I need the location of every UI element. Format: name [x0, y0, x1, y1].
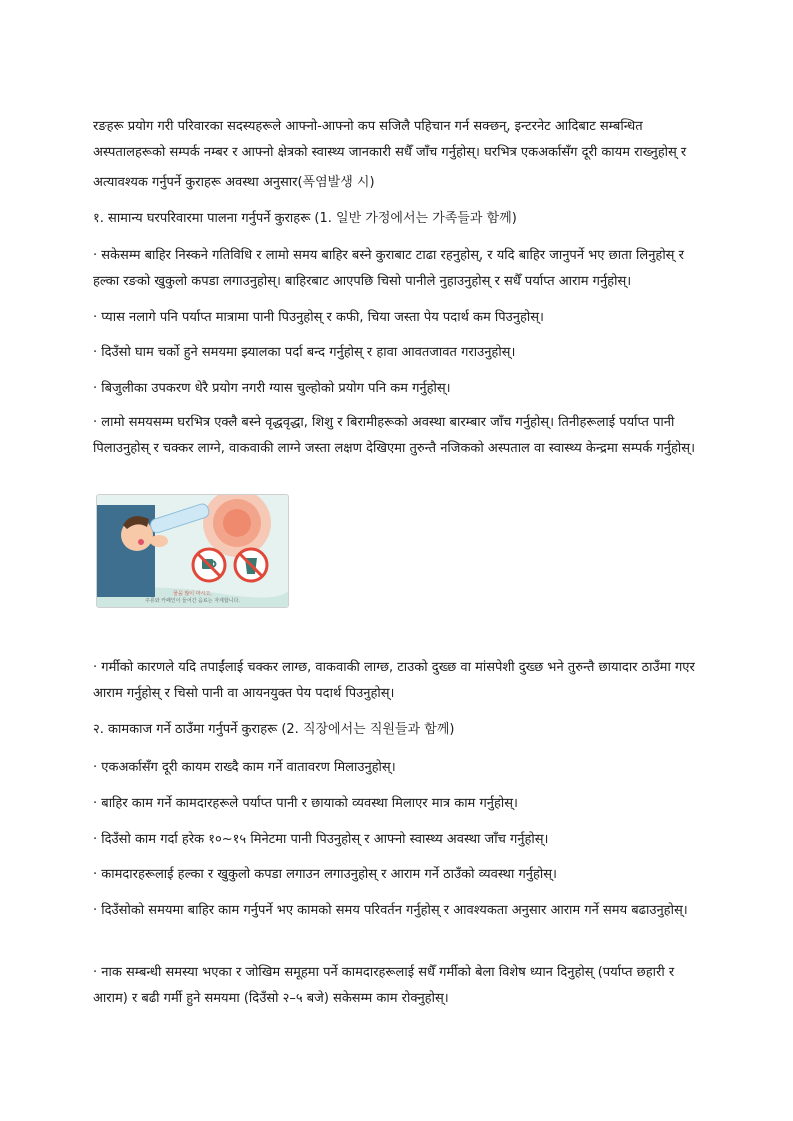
section-2-item-1: · एकअर्कासँग दूरी कायम राख्दै काम गर्ने वातावरण मिलाउनुहोस्।	[93, 760, 396, 775]
section-1-heading: १. सामान्य घरपरिवारमा पालना गर्नुपर्ने कुराहरू (1. 일반 가정에서는 가족들과 함께)	[93, 211, 517, 226]
section-1-item-2: · प्यास नलागे पनि पर्याप्त मात्रामा पानी पिउनुहोस् र कफी, चिया जस्ता पेय पदार्थ कम पिउनुहोस्।	[93, 310, 544, 325]
section-2-item-6: · नाक सम्बन्धी समस्या भएका र जोखिम समूहमा पर्ने कामदारहरूलाई सधैँ गर्मीको बेला विशेष ध्यान दिनुहोस् (पर्याप्त छहारी र आराम) र बढी गर्मी हुने समयमा (दिउँसो २–५ बजे) सकेसम्म काम रोक्नुहोस्।	[93, 965, 675, 1006]
intro-paragraph: रङहरू प्रयोग गरी परिवारका सदस्यहरूले आफ्नो-आफ्नो कप सजिलै पहिचान गर्न सक्छन्, इन्टरनेट आदिबाट सम्बन्धित अस्पतालहरूको सम्पर्क नम्बर र आफ्नो क्षेत्रको स्वास्थ्य जानकारी सधैँ जाँच गर्नुहोस्। घरभित्र एकअर्कासँग दूरी कायम राख्नुहोस् र	[93, 119, 687, 160]
section-1-item-3: · दिउँसो घाम चर्को हुने समयमा झ्यालका पर्दा बन्द गर्नुहोस् र हावा आवतजावत गराउनुहोस्।	[93, 345, 516, 360]
section-1-item-6: · गर्मीको कारणले यदि तपाईंलाई चक्कर लाग्छ, वाकवाकी लाग्छ, टाउको दुख्छ वा मांसपेशी दुख्छ भने तुरुन्तै छायादार ठाउँमा गएर आराम गर्नुहोस् र चिसो पानी वा आयनयुक्त पेय पदार्थ पिउनुहोस्।	[93, 660, 695, 701]
section-2-heading: २. कामकाज गर्ने ठाउँमा गर्नुपर्ने कुराहरू (2. 직장에서는 직원들과 함께)	[93, 722, 455, 737]
situation-subheading: अत्यावश्यक गर्नुपर्ने कुराहरू अवस्था अनुसार(폭염발생 시)	[93, 175, 375, 190]
section-2-item-3: · दिउँसो काम गर्दा हरेक १०~१५ मिनेटमा पानी पिउनुहोस् र आफ्नो स्वास्थ्य अवस्था जाँच गर्नुहोस्।	[93, 832, 549, 847]
section-2-item-5: · दिउँसोको समयमा बाहिर काम गर्नुपर्ने भए कामको समय परिवर्तन गर्नुहोस् र आवश्यकता अनुसार आराम गर्ने समय बढाउनुहोस्।	[93, 903, 688, 918]
drinking-water-illustration	[96, 494, 289, 608]
section-2-item-2: · बाहिर काम गर्ने कामदारहरूले पर्याप्त पानी र छायाको व्यवस्था मिलाएर मात्र काम गर्नुहोस्।	[93, 796, 518, 811]
section-2-item-4: · कामदारहरूलाई हल्का र खुकुलो कपडा लगाउन लगाउनुहोस् र आराम गर्ने ठाउँको व्यवस्था गर्नुहोस्।	[93, 867, 557, 882]
section-1-item-1: · सकेसम्म बाहिर निस्कने गतिविधि र लामो समय बाहिर बस्ने कुराबाट टाढा रहनुहोस्, र यदि बाहिर जानुपर्ने भए छाता लिनुहोस् र हल्का रङको खुकुलो कपडा लगाउनुहोस्। बाहिरबाट आएपछि चिसो पानीले नुहाउनुहोस् र सधैँ पर्याप्त आराम गर्नुहोस्।	[93, 248, 684, 289]
illustration-caption	[97, 591, 288, 605]
section-1-item-4: · बिजुलीका उपकरण धेरै प्रयोग नगरी ग्यास चुल्होको प्रयोग पनि कम गर्नुहोस्।	[93, 381, 451, 396]
caption-line-2: 주류와 카페인이 들어간 음료는 자제합니다.	[145, 598, 240, 604]
section-1-item-5: · लामो समयसम्म घरभित्र एक्लै बस्ने वृद्धवृद्धा, शिशु र बिरामीहरूको अवस्था बारम्बार जाँच गर्नुहोस्। तिनीहरूलाई पर्याप्त पानी पिलाउनुहोस् र चक्कर लाग्ने, वाकवाकी लाग्ने जस्ता लक्षण देखिएमा तुरुन्तै नजिकको अस्पताल वा स्वास्थ्य केन्द्रमा सम्पर्क गर्नुहोस्।	[93, 415, 696, 456]
caption-line-1: 물을 많이 마시고,	[173, 591, 212, 597]
